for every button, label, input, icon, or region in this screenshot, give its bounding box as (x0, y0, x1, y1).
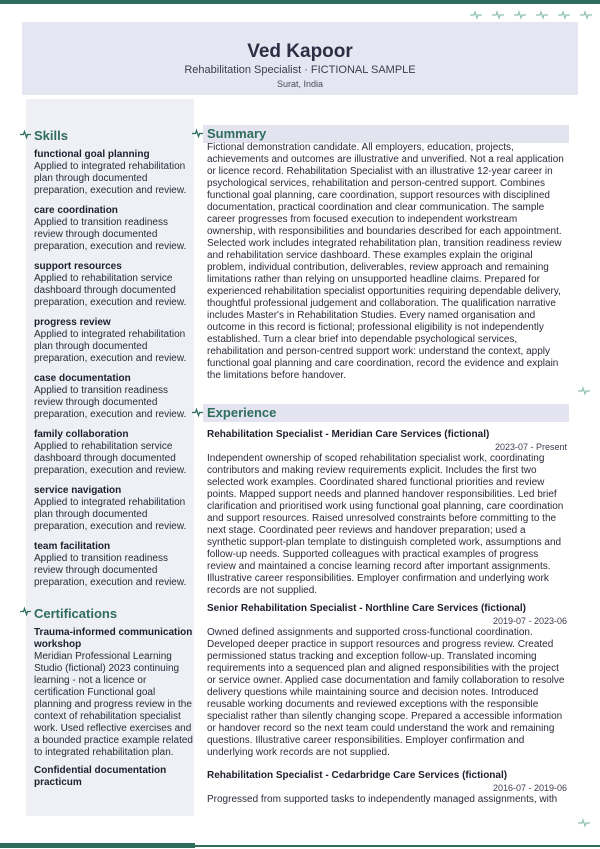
spark-icon (514, 9, 526, 21)
skill-item (34, 373, 194, 421)
job-dates: 2023-07 - Present (494, 442, 567, 452)
skill-desc: Applied to rehabilitation service dashboard through documented preparation, execution and review. (34, 441, 187, 476)
skill-item (34, 541, 194, 589)
skill-list (34, 149, 194, 589)
candidate-role: Rehabilitation Specialist · FICTIONAL SAMPLE (184, 64, 416, 76)
job-title: Rehabilitation Specialist - Cedarbridge Care Services (fictional) (207, 770, 508, 781)
job-desc: Progressed from supported tasks to independently managed assignments, with (207, 794, 558, 805)
spark-icon (20, 129, 31, 140)
candidate-name: Ved Kapoor (247, 41, 353, 62)
summary-heading-text: Summary (207, 126, 267, 141)
certifications-heading-text: Certifications (34, 606, 118, 621)
skill-desc: Applied to rehabilitation service dashboard through documented preparation, execution and review. (34, 273, 187, 308)
skill-title: care coordination (34, 205, 118, 216)
spark-icon (470, 9, 482, 21)
skill-desc: Applied to integrated rehabilitation plan through documented preparation, execution and review. (34, 497, 187, 532)
spark-icon (20, 606, 31, 617)
certification-item (34, 627, 194, 759)
job-desc: Owned defined assignments and supported cross-functional coordination. Developed deeper practice in support resources and progress review. Created permissioned status tracking and exception follow-up. Translated incoming requirements into a sequenced plan and aligned responsibilities with the project or service owner. Applied case documentation and family collaboration to resolve delivery questions while maintaining source and decision notes. Introduced reusable working documents and reviewed exceptions with the responsible specialist rather than silently changing scope. Prepared a accessible information or handover record so the next team could understand the work and remaining questions. Illustrative career responsibilities. Employer confirmation and underlying work records are not supplied. (207, 627, 565, 758)
top-rule (0, 0, 600, 4)
candidate-location: Surat, India (276, 79, 324, 89)
spark-icon (536, 9, 548, 21)
skill-title: team facilitation (34, 541, 111, 552)
certification-desc: Meridian Professional Learning Studio (fictional) 2023 continuing learning - not a licence or certification Functional goal planning and progress review in the context of rehabilitation specialist work. Used reflective exercises and a bounded practice example related to integrated rehabilitation plan. (34, 651, 193, 758)
skill-desc: Applied to integrated rehabilitation plan through documented preparation, execution and review. (34, 161, 187, 196)
header-decoration (470, 9, 592, 21)
spark-icon (192, 407, 203, 418)
job-title: Senior Rehabilitation Specialist - Northline Care Services (fictional) (207, 603, 526, 614)
job-desc: Independent ownership of scoped rehabilitation specialist work, coordinating contributors and making review requirements explicit. Includes the first two selected work examples. Coordinated shared functional priorities and review points. Mapped support needs and planned handover responsibilities. Led brief clarification and prioritised work using functional goal planning, care coordination and support resources. Raised unresolved constraints before committing to the next stage. Coordinated peer reviews and handover preparation; used a synthetic support-plan template to distinguish completed work, assumptions and follow-up needs. Supported colleagues with practical examples of progress review and maintained a concise learning record after important assignments. Illustrative career responsibilities. Employer confirmation and underlying work records are not supplied. (207, 453, 564, 596)
skill-item (34, 205, 194, 253)
job-dates: 2016-07 - 2019-06 (492, 783, 567, 793)
skill-title: family collaboration (34, 429, 129, 440)
skill-title: progress review (34, 317, 111, 328)
bottom-rule (0, 843, 195, 848)
spark-icon (578, 385, 590, 397)
skill-item (34, 429, 194, 477)
skill-item (34, 149, 194, 197)
skill-title: functional goal planning (34, 149, 150, 160)
spark-icon (558, 9, 570, 21)
certifications-heading (34, 605, 194, 623)
experience-heading (203, 404, 569, 422)
experience-heading-text: Experience (207, 405, 277, 420)
job-dates: 2019-07 - 2023-06 (492, 616, 567, 626)
skills-heading (34, 127, 194, 145)
skill-desc: Applied to transition readiness review through documented preparation, execution and review. (34, 553, 187, 588)
spark-icon (578, 817, 590, 829)
experience-entry (207, 429, 567, 597)
skill-desc: Applied to transition readiness review through documented preparation, execution and review. (34, 385, 187, 420)
skill-title: service navigation (34, 485, 122, 496)
bottom-rule-thin (195, 845, 600, 847)
skill-desc: Applied to integrated rehabilitation plan through documented preparation, execution and review. (34, 329, 187, 364)
experience-entry (207, 770, 567, 806)
skill-title: support resources (34, 261, 122, 272)
skill-item (34, 261, 194, 309)
job-title: Rehabilitation Specialist - Meridian Care Services (fictional) (207, 429, 490, 440)
resume-header (22, 22, 578, 95)
skill-title: case documentation (34, 373, 131, 384)
spark-icon (192, 128, 203, 139)
skill-item (34, 317, 194, 365)
spark-icon (492, 9, 504, 21)
skill-desc: Applied to transition readiness review through documented preparation, execution and review. (34, 217, 187, 252)
certification-title: Confidential documentation practicum (34, 765, 167, 788)
summary-heading (203, 125, 569, 143)
skill-item (34, 485, 194, 533)
certification-title: Trauma-informed communication workshop (34, 627, 193, 650)
spark-icon (580, 9, 592, 21)
skills-heading-text: Skills (34, 128, 68, 143)
certification-list (34, 627, 194, 789)
experience-entry (207, 603, 567, 759)
certification-item (34, 765, 194, 789)
summary-text: Fictional demonstration candidate. All employers, education, projects, achievements and outcomes are illustrative and unverified. Not a real application or licence record. Rehabilitation Specialist with an illustrative 12-year career in psychological services, rehabilitation and person-centred support. Combines functional goal planning, care coordination, support resources with disciplined documentation, practical coordination and clear communication. The sample career progresses from focused execution to independent workstream ownership, with responsibilities and boundaries described for each appointment. Selected work includes integrated rehabilitation plan, transition readiness review and rehabilitation service dashboard. These examples explain the original problem, individual contribution, deliverables, review approach and remaining limitations rather than relying on unsupported headline claims. Prepared for experienced rehabilitation specialist opportunities requiring dependable delivery, thoughtful professional judgement and collaboration. The qualification narrative includes Master's in Rehabilitation Studies. Every named organisation and outcome in this record is fictional; professional eligibility is not independently established. Turn a clear brief into dependable psychological services, rehabilitation and person-centred support work: understand the context, apply functional goal planning and care coordination, record the evidence and explain the limitations before handover. (207, 142, 564, 381)
